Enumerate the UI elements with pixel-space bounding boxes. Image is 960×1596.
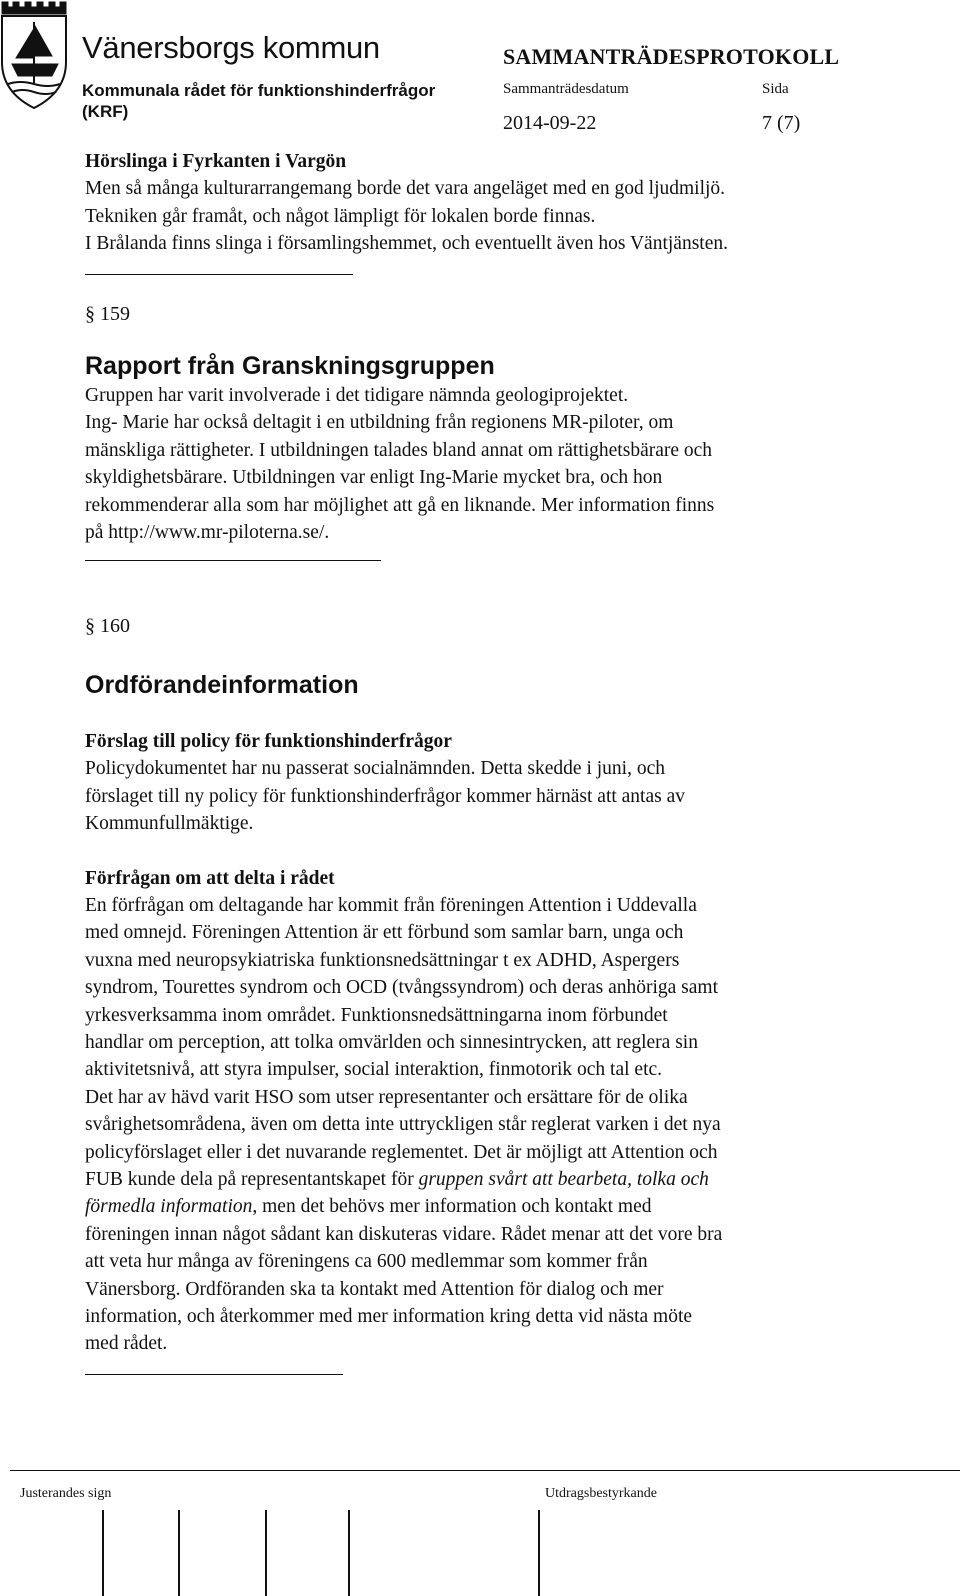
request-line: aktivitetsnivå, att styra impulser, social interaktion, finmotorik och tal etc. (85, 1059, 663, 1081)
request-line: yrkesverksamma inom området. Funktionsnedsättningarna inom förbundet (85, 1004, 668, 1026)
request-line: information, och återkommer med mer information kring detta vid nästa möte (85, 1306, 693, 1327)
section-159-line: rekommenderar alla som har möjlighet att gå en liknande. Mer information finns (85, 494, 715, 516)
horslinga-heading: Hörslinga i Fyrkanten i Vargön (85, 151, 347, 172)
policy-line: Kommunfullmäktige. (85, 813, 254, 835)
section-160-heading: Ordförandeinformation (85, 670, 359, 699)
signature-box-divider (102, 1510, 104, 1596)
justerandes-sign-label: Justerandes sign (20, 1486, 112, 1501)
section-divider (85, 1358, 343, 1375)
horslinga-line-1: Men så många kulturarrangemang borde det vara angeläget med en god ljudmiljö. (85, 178, 726, 200)
request-text: , men det behövs mer information och kontakt med (252, 1196, 652, 1218)
section-divider (85, 258, 353, 275)
section-159-line: Gruppen har varit involverade i det tidigare nämnda geologiprojektet. (85, 385, 629, 407)
section-159-number: § 159 (85, 302, 130, 325)
protocol-title: SAMMANTRÄDESPROTOKOLL (503, 44, 840, 69)
request-line: att veta hur många av föreningens ca 600 medlemmar som kommer från (85, 1251, 648, 1273)
section-159-line: Ing- Marie har också deltagit i en utbildning från regionens MR-piloter, om (85, 412, 674, 434)
request-line: med omnejd. Föreningen Attention är ett förbund som samlar barn, unga och (85, 922, 684, 944)
committee-name: Kommunala rådet för funktionshinderfrågor (KRF) (82, 81, 436, 121)
request-line: föreningen innan något sådant kan diskuteras vidare. Rådet menar att det vore bra (85, 1223, 723, 1245)
request-heading: Förfrågan om att delta i rådet (85, 867, 335, 889)
section-159-heading: Rapport från Granskningsgruppen (85, 352, 495, 381)
request-line (85, 1166, 930, 1193)
signature-box-divider (538, 1510, 540, 1596)
policy-line: förslaget till ny policy för funktionshinderfrågor kommer härnäst att antas av (85, 785, 685, 807)
request-line: En förfrågan om deltagande har kommit från föreningen Attention i Uddevalla (85, 894, 697, 916)
section-divider (85, 546, 381, 561)
request-line: syndrom, Tourettes syndrom och OCD (tvångssyndrom) och deras anhöriga samt (85, 977, 718, 999)
policy-heading: Förslag till policy för funktionshinderfrågor (85, 730, 452, 752)
request-italic-text: förmedla information (85, 1196, 253, 1218)
date-label: Sammanträdesdatum (503, 81, 629, 97)
municipality-logo (0, 0, 72, 112)
request-line: Det har av hävd varit HSO som utser representanter och ersättare för de olika (85, 1086, 688, 1108)
request-line: med rådet. (85, 1333, 168, 1355)
page-label: Sida (762, 81, 789, 97)
request-italic-text: gruppen svårt att bearbeta, tolka och (418, 1168, 709, 1190)
section-159-line: skyldighetsbärare. Utbildningen var enligt Ing-Marie mycket bra, och hon (85, 467, 663, 489)
document-body (85, 148, 930, 1375)
signature-box-divider (265, 1510, 267, 1596)
page-number: 7 (7) (762, 112, 801, 134)
horslinga-line-3: I Brålanda finns slinga i församlingshemmet, och eventuellt även hos Väntjänsten. (85, 233, 728, 255)
municipality-name: Vänersborgs kommun (82, 30, 380, 65)
request-line: Vänersborg. Ordföranden ska ta kontakt med Attention för dialog och mer (85, 1278, 664, 1300)
signature-box-divider (348, 1510, 350, 1596)
utdragsbestyrkande-label: Utdragsbestyrkande (545, 1486, 657, 1501)
request-line: policyförslaget eller i det nuvarande reglementet. Det är möjligt att Attention och (85, 1141, 718, 1163)
policy-line: Policydokumentet har nu passerat socialnämnden. Detta skedde i juni, och (85, 758, 665, 780)
meeting-date: 2014-09-22 (503, 112, 597, 134)
section-160-number: § 160 (85, 615, 130, 638)
request-text: FUB kunde dela på representantskapet för (85, 1168, 419, 1190)
request-line: vuxna med neuropsykiatriska funktionsnedsättningar t ex ADHD, Aspergers (85, 949, 680, 971)
section-159-line: på http://www.mr-piloterna.se/. (85, 522, 330, 544)
request-line (85, 1193, 930, 1220)
footer-rule (10, 1470, 960, 1471)
signature-box-divider (178, 1510, 180, 1596)
horslinga-line-2: Tekniken går framåt, och något lämpligt för lokalen borde finnas. (85, 205, 596, 227)
request-line: svårighetsområdena, även om detta inte uttryckligen står reglerat varken i det nya (85, 1114, 721, 1136)
request-line: handlar om perception, att tolka omvärlden och sinnesintrycken, att reglera sin (85, 1031, 698, 1053)
section-159-line: mänskliga rättigheter. I utbildningen talades bland annat om rättighetsbärare och (85, 439, 713, 461)
